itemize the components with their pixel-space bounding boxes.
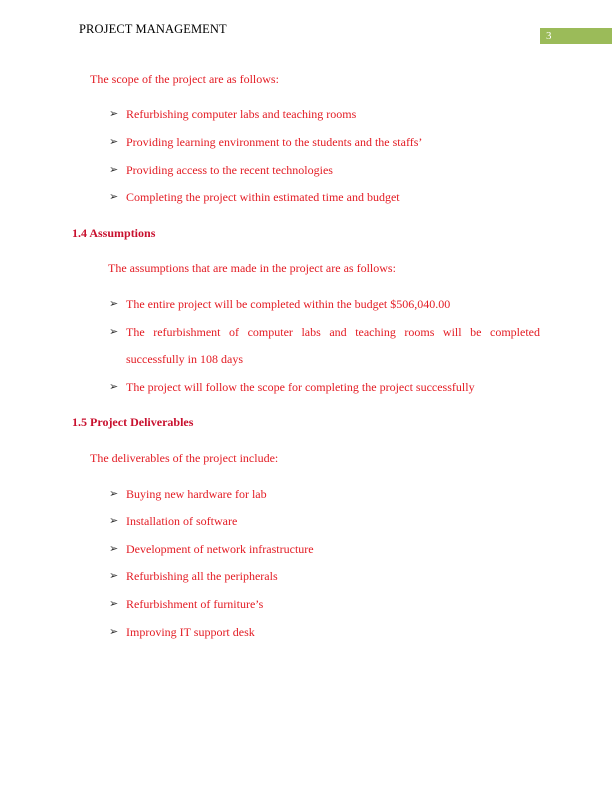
arrow-bullet-icon: ➢ [109,514,119,527]
arrow-bullet-icon: ➢ [109,135,119,148]
page-number-badge: 3 [540,28,612,44]
list-item-text: Refurbishing all the peripherals [126,569,278,583]
list-item [109,380,475,395]
list-item-text-continued: successfully in 108 days [126,352,243,366]
list-item-text: The project will follow the scope for completing the project successfully [126,380,475,394]
list-item-text: Buying new hardware for lab [126,487,267,501]
arrow-bullet-icon: ➢ [109,325,119,338]
list-item [109,597,263,612]
list-item [109,625,255,640]
section-heading: 1.4 Assumptions [72,226,156,240]
section-heading: 1.5 Project Deliverables [72,415,194,429]
arrow-bullet-icon: ➢ [109,163,119,176]
list-item [109,569,278,584]
list-item [109,107,356,122]
list-item [109,135,422,150]
arrow-bullet-icon: ➢ [109,190,119,203]
list-item [109,325,126,338]
list-item [109,190,400,205]
list-item-text: Development of network infrastructure [126,542,314,556]
deliverables-intro: The deliverables of the project include: [90,451,279,465]
scope-intro: The scope of the project are as follows: [90,72,279,86]
list-item-text: The entire project will be completed within the budget $506,040.00 [126,297,451,311]
arrow-bullet-icon: ➢ [109,569,119,582]
arrow-bullet-icon: ➢ [109,297,119,310]
arrow-bullet-icon: ➢ [109,597,119,610]
header-title: PROJECT MANAGEMENT [79,22,227,36]
arrow-bullet-icon: ➢ [109,380,119,393]
list-item [109,297,450,312]
list-item-text: Refurbishing computer labs and teaching rooms [126,107,357,121]
list-item-text: Completing the project within estimated time and budget [126,190,400,204]
assumptions-intro: The assumptions that are made in the project are as follows: [108,261,396,275]
list-item [109,163,333,178]
arrow-bullet-icon: ➢ [109,542,119,555]
arrow-bullet-icon: ➢ [109,625,119,638]
list-item-text: Providing access to the recent technologies [126,163,333,177]
list-item [109,542,314,557]
list-item [109,487,267,502]
list-item-text: The refurbishment of computer labs and teaching rooms will be completed [126,325,540,339]
list-item-text: Refurbishment of furniture’s [126,597,264,611]
list-item-text: Installation of software [126,514,238,528]
arrow-bullet-icon: ➢ [109,487,119,500]
arrow-bullet-icon: ➢ [109,107,119,120]
list-item-text: Improving IT support desk [126,625,255,639]
list-item [109,514,237,529]
list-item-text: Providing learning environment to the students and the staffs’ [126,135,423,149]
